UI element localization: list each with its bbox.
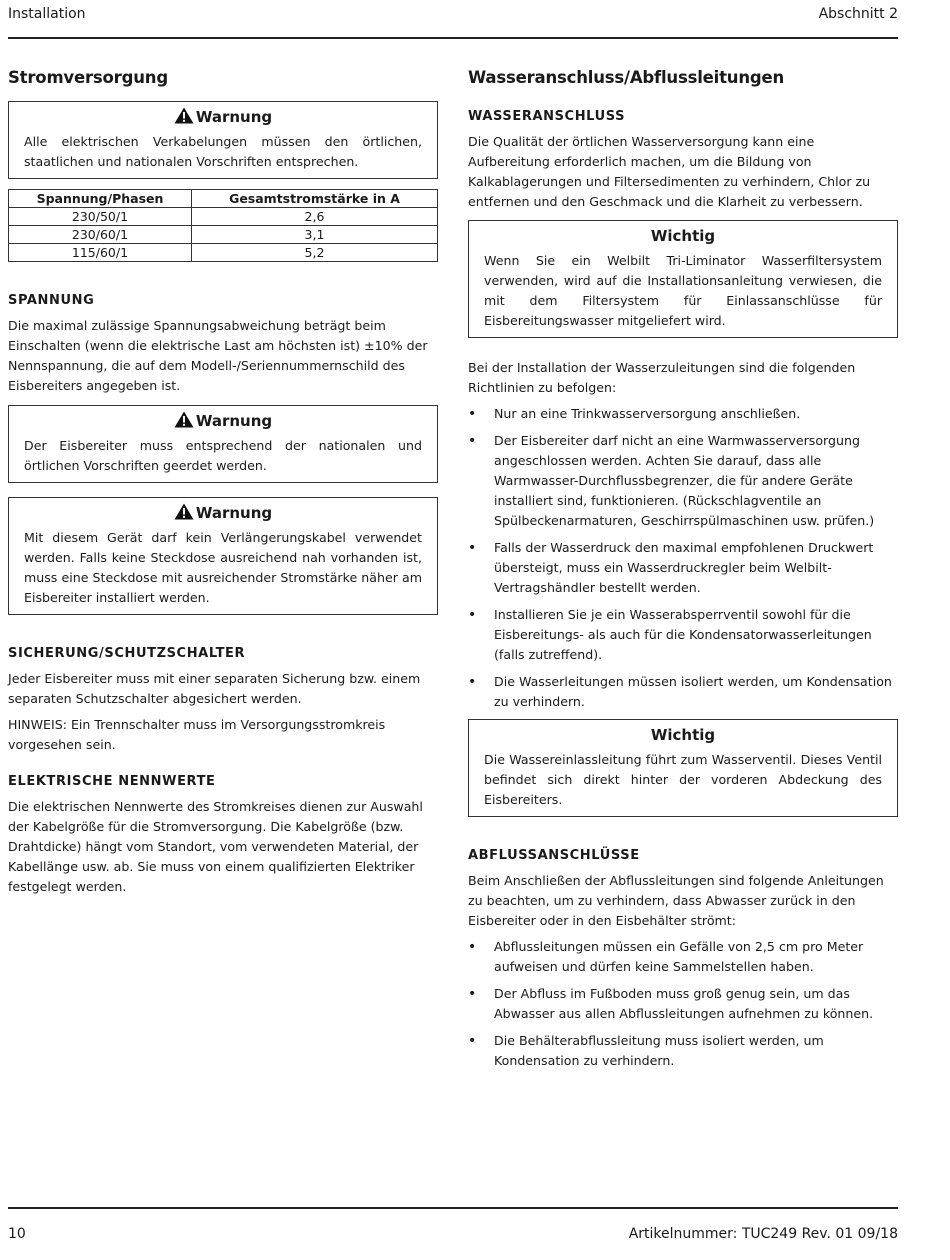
fuse-note: HINWEIS: Ein Trennschalter muss im Versorgungsstromkreis vorgesehen sein. — [8, 717, 386, 752]
fuse-heading: SICHERUNG/SCHUTZSCHALTER — [8, 646, 246, 661]
list-item: • Der Eisbereiter darf nicht an eine Warmwasserversorgung angeschlossen werden. Achten Sie darauf, dass alle Warmwasser-Durchflussbegrenzer, die für andere Geräte installiert sind, funktionieren. (Rückschlagventile an Spülbeckenarmaturen, Geschirrspülmaschinen usw. prüfen.) — [468, 431, 898, 531]
page-header — [8, 6, 898, 26]
page-number: 10 — [8, 1226, 26, 1242]
table-cell: 3,1 — [191, 226, 437, 244]
warning-text: Der Eisbereiter muss entsprechend der nationalen und örtlichen Vorschriften geerdet werden. — [24, 438, 422, 473]
list-item: • Der Abfluss im Fußboden muss groß genug sein, um das Abwasser aus allen Abflussleitungen aufnehmen zu können. — [468, 984, 898, 1024]
warning-title: Warnung — [24, 410, 422, 432]
table-header-cell: Gesamtstromstärke in A — [191, 190, 437, 208]
left-column — [8, 66, 438, 903]
warning-text: Alle elektrischen Verkabelungen müssen den örtlichen, staatlichen und nationalen Vorschriften entsprechen. — [24, 134, 422, 169]
header-rule — [8, 37, 898, 39]
ratings-heading: ELEKTRISCHE NENNWERTE — [8, 774, 216, 789]
drain-guidelines-list — [468, 937, 898, 1071]
warning-box-extension-cord — [8, 497, 438, 615]
right-column — [468, 66, 898, 1078]
water-supply-text: Die Qualität der örtlichen Wasserversorgung kann eine Aufbereitung erforderlich machen, um die Bildung von Kalkablagerungen und Filtersedimenten zu verhindern, Chlor zu entfernen und den Geschmack und die Klarheit zu verbessern. — [468, 134, 871, 209]
table-row — [9, 208, 438, 226]
warning-text: Mit diesem Gerät darf kein Verlängerungskabel verwendet werden. Falls keine Steckdose ausreichend nah vorhanden ist, muss eine Steckdose mit ausreichender Stromstärke näher am Eisbereiter installiert werden. — [24, 530, 422, 605]
guidelines-intro: Bei der Installation der Wasserzuleitungen sind die folgenden Richtlinien zu befolgen: — [468, 360, 856, 395]
drain-heading: ABFLUSSANSCHLÜSSE — [468, 848, 640, 863]
warning-icon — [174, 107, 194, 124]
important-text: Die Wassereinlassleitung führt zum Wasserventil. Dieses Ventil befindet sich direkt hinter der vorderen Abdeckung des Eisbereiters. — [484, 752, 882, 807]
warning-box-grounding — [8, 405, 438, 483]
important-box-filter — [468, 220, 898, 338]
table-header-cell: Spannung/Phasen — [9, 190, 192, 208]
table-cell: 2,6 — [191, 208, 437, 226]
footer-rule — [8, 1207, 898, 1209]
warning-icon — [174, 411, 194, 428]
water-drain-title: Wasseranschluss/Abflussleitungen — [468, 68, 785, 87]
drain-text: Beim Anschließen der Abflussleitungen sind folgende Anleitungen zu beachten, um zu verhindern, dass Abwasser zurück in den Eisbereiter oder in den Eisbehälter strömt: — [468, 873, 884, 928]
table-cell: 230/60/1 — [9, 226, 192, 244]
list-item: • Installieren Sie je ein Wasserabsperrventil sowohl für die Eisbereitungs- als auch für die Kondensatorwasserleitungen (falls zutreffend). — [468, 605, 898, 665]
list-item: • Nur an eine Trinkwasserversorgung anschließen. — [468, 404, 898, 424]
ratings-text: Die elektrischen Nennwerte des Stromkreises dienen zur Auswahl der Kabelgröße für die Stromversorgung. Die Kabelgröße (bzw. Drahtdicke) hängt vom Standort, vom verwendeten Material, der Kabellänge usw. ab. Sie muss von einem qualifizierten Elektriker festgelegt werden. — [8, 799, 423, 894]
important-title: Wichtig — [650, 227, 716, 245]
power-supply-title: Stromversorgung — [8, 68, 168, 87]
table-row — [9, 244, 438, 262]
warning-title: Warnung — [24, 106, 422, 128]
important-box-inlet — [468, 719, 898, 817]
voltage-heading: SPANNUNG — [8, 293, 95, 308]
list-item: • Die Wasserleitungen müssen isoliert werden, um Kondensation zu verhindern. — [468, 672, 898, 712]
table-row — [9, 226, 438, 244]
water-guidelines-list — [468, 404, 898, 712]
voltage-table — [8, 189, 438, 262]
important-text: Wenn Sie ein Welbilt Tri-Liminator Wasserfiltersystem verwenden, wird auf die Installationsanleitung verwiesen, die mit dem Filtersystem für Einlassanschlüsse für Eisbereitungswasser mitgeliefert wird. — [484, 253, 882, 328]
warning-box-wiring — [8, 101, 438, 179]
table-header-row — [9, 190, 438, 208]
fuse-text: Jeder Eisbereiter muss mit einer separaten Sicherung bzw. einem separaten Schutzschalter abgesichert werden. — [8, 671, 421, 706]
voltage-text: Die maximal zulässige Spannungsabweichung beträgt beim Einschalten (wenn die elektrische Last am höchsten ist) ±10% der Nennspannung, die auf dem Modell-/Seriennummernschild des Eisbereiters angegeben ist. — [8, 318, 428, 393]
list-item: • Die Behälterabflussleitung muss isoliert werden, um Kondensation zu verhindern. — [468, 1031, 898, 1071]
header-section-label: Installation — [8, 6, 86, 22]
header-chapter-label: Abschnitt 2 — [818, 6, 898, 22]
table-cell: 5,2 — [191, 244, 437, 262]
list-item: • Falls der Wasserdruck den maximal empfohlenen Druckwert übersteigt, muss ein Wasserdruckregler beim Welbilt-Vertragshändler bestellt werden. — [468, 538, 898, 598]
article-number: Artikelnummer: TUC249 Rev. 01 09/18 — [628, 1226, 898, 1242]
water-supply-heading: WASSERANSCHLUSS — [468, 109, 626, 124]
warning-icon — [174, 503, 194, 520]
important-title: Wichtig — [650, 726, 716, 744]
list-item: • Abflussleitungen müssen ein Gefälle von 2,5 cm pro Meter aufweisen und dürfen keine Sammelstellen haben. — [468, 937, 898, 977]
table-cell: 230/50/1 — [9, 208, 192, 226]
table-cell: 115/60/1 — [9, 244, 192, 262]
warning-title: Warnung — [24, 502, 422, 524]
